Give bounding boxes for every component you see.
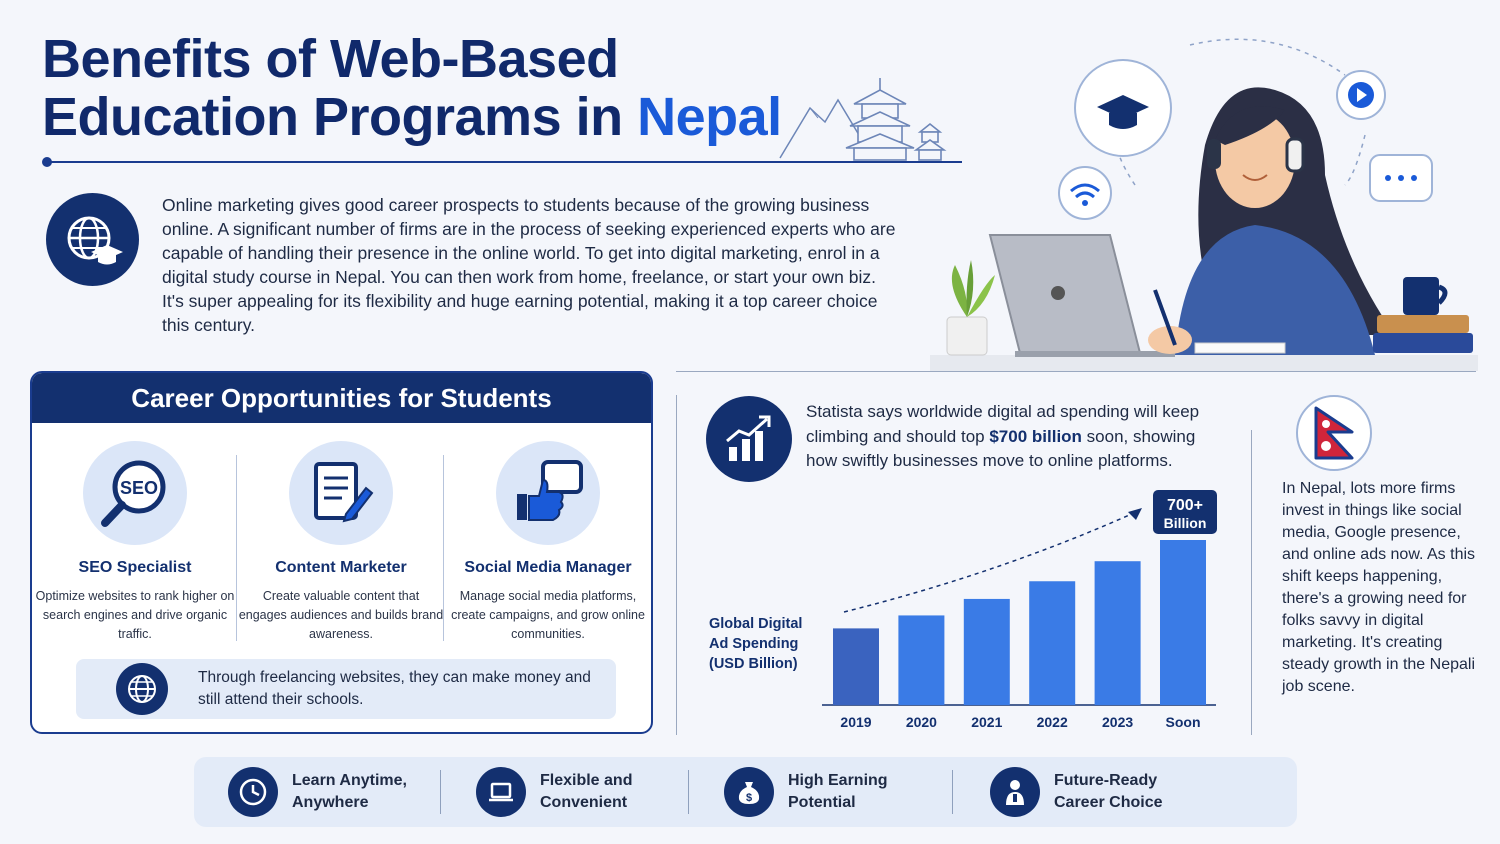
career-title: Content Marketer	[275, 559, 407, 576]
stat-highlight: $700 billion	[989, 426, 1082, 446]
document-pen-icon	[289, 441, 393, 545]
section-divider	[1251, 430, 1252, 735]
laptop-icon	[476, 767, 526, 817]
seo-magnifier-icon	[83, 441, 187, 545]
bar-2021	[964, 599, 1010, 705]
benefit-divider	[440, 770, 441, 814]
benefit-label: Learn Anytime, Anywhere	[292, 772, 407, 811]
growth-chart-icon	[706, 396, 792, 482]
thumbs-up-chat-icon	[496, 441, 600, 545]
career-title: SEO Specialist	[78, 559, 192, 576]
benefit-item	[990, 767, 1204, 817]
title-line-2-prefix: Education Programs in	[42, 87, 638, 147]
x-tick-label: Soon	[1165, 714, 1201, 730]
career-desc: Optimize websites to rank higher on search engines and drive organic traffic.	[35, 589, 235, 641]
x-tick-label: 2020	[905, 714, 937, 730]
stat-text-before: Statista says worldwide digital ad spending will keep climbing and should top	[806, 402, 1200, 446]
x-tick-label: 2019	[840, 714, 872, 730]
benefits-bar	[194, 757, 1297, 827]
section-divider	[676, 395, 677, 735]
bar-soon	[1160, 540, 1206, 705]
benefit-item	[476, 767, 690, 817]
callout-unit: Billion	[1163, 515, 1207, 531]
svg-text:$: $	[745, 792, 753, 804]
bar-2020	[898, 615, 944, 705]
trend-arrow-head	[1128, 508, 1142, 520]
benefit-label: High Earning Potential	[788, 772, 888, 811]
callout-value: 700+	[1166, 497, 1204, 514]
benefit-label: Future-Ready Career Choice	[1054, 772, 1163, 811]
x-tick-label: 2023	[1102, 714, 1134, 730]
column-divider	[443, 455, 444, 641]
x-tick-label: 2021	[971, 714, 1003, 730]
intro-paragraph: Online marketing gives good career prospects to students because of the growing business online. A significant number of firms are in the process of seeking experienced experts who are capable of handling their presence in the online world. To get into digital marketing, enrol in a digital study course in Nepal. You can then work from home, freelance, or start your own biz. It's super appealing for its flexibility and huge earning potential, making it a top career choice this century.	[162, 195, 896, 335]
title-line-2	[42, 88, 782, 146]
career-card-content	[238, 441, 444, 644]
career-card-social	[445, 441, 651, 644]
career-heading: Career Opportunities for Students	[32, 373, 651, 423]
globe-graduation-icon	[46, 193, 139, 286]
section-divider	[676, 371, 1476, 372]
stat-text-after: soon, showing how swiftly businesses move to online platforms.	[806, 426, 1196, 470]
career-card-seo	[32, 441, 238, 644]
column-divider	[236, 455, 237, 641]
freelance-text: Through freelancing websites, they can make money and still attend their schools.	[198, 669, 591, 708]
money-bag-icon	[724, 767, 774, 817]
globe-icon	[116, 663, 168, 715]
benefit-divider	[688, 770, 689, 814]
chart-title: Global Digital Ad Spending (USD Billion)	[709, 616, 803, 672]
bar-2022	[1029, 581, 1075, 705]
trend-arrow-line	[844, 512, 1136, 612]
clock-icon	[228, 767, 278, 817]
title-accent-nepal: Nepal	[637, 87, 782, 147]
benefit-item	[228, 767, 442, 817]
student-laptop-illustration	[925, 35, 1485, 375]
benefit-divider	[952, 770, 953, 814]
career-title: Social Media Manager	[464, 559, 632, 576]
page-title	[42, 30, 782, 146]
career-person-icon	[990, 767, 1040, 817]
freelance-callout	[76, 659, 616, 719]
benefit-label: Flexible and Convenient	[540, 772, 633, 811]
title-underline	[44, 161, 962, 163]
career-desc: Manage social media platforms, create campaigns, and grow online communities.	[451, 589, 645, 641]
title-line-1: Benefits of Web-Based	[42, 29, 619, 89]
career-desc: Create valuable content that engages audiences and builds brand awareness.	[238, 589, 444, 641]
career-opportunities-panel	[30, 371, 653, 734]
statista-text	[806, 400, 1226, 474]
bar-2023	[1095, 561, 1141, 705]
ad-spending-bar-chart	[820, 488, 1230, 738]
x-tick-label: 2022	[1036, 714, 1068, 730]
seo-badge: SEO	[119, 478, 159, 498]
bar-2019	[833, 628, 879, 705]
benefit-item	[724, 767, 938, 817]
nepal-flag-icon	[1296, 395, 1372, 471]
nepal-paragraph: In Nepal, lots more firms invest in things like social media, Google presence, and online ads now. As this shift keeps happening, there's a growing need for folks savvy in digital marketing. It's creating steady growth in the Nepali job scene.	[1282, 480, 1476, 695]
